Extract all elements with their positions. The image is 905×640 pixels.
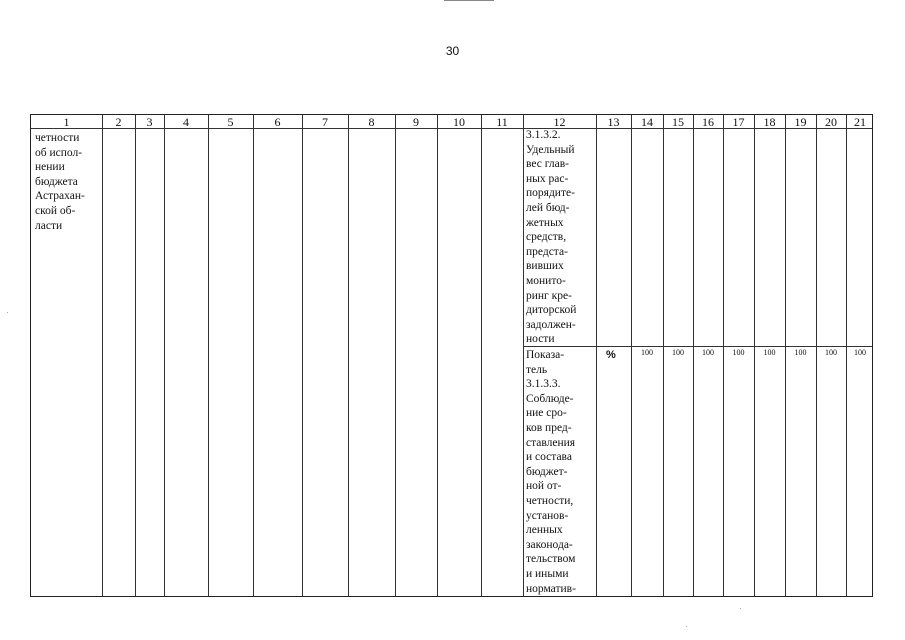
column-divider <box>102 115 103 596</box>
column-header-1: 1 <box>63 115 70 129</box>
scan-speck <box>7 312 8 313</box>
column-header-3: 3 <box>146 115 153 129</box>
column-divider <box>481 115 482 596</box>
cell-row2-value: 100 <box>854 348 866 357</box>
cell-col1-text: четности об испол- нении бюджета Астрахан- ской об- ласти <box>35 132 85 232</box>
scan-mark <box>444 0 494 1</box>
column-header-8: 8 <box>368 115 375 129</box>
cell-row2-value: 100 <box>702 348 714 357</box>
indicator-table <box>30 114 873 597</box>
column-divider <box>253 115 254 596</box>
column-header-4: 4 <box>183 115 189 129</box>
row-divider <box>523 346 872 347</box>
cell-row2-value: 100 <box>794 348 807 357</box>
cell-row2-value: 100 <box>763 348 776 357</box>
column-header-17: 17 <box>732 115 745 129</box>
column-header-20: 20 <box>825 115 837 129</box>
column-divider <box>208 115 209 596</box>
column-header-2: 2 <box>115 115 122 129</box>
column-divider <box>135 115 136 596</box>
column-header-11: 11 <box>496 115 508 129</box>
column-header-18: 18 <box>763 115 776 129</box>
cell-row2-value: 100 <box>672 348 684 357</box>
column-header-19: 19 <box>794 115 807 129</box>
column-header-15: 15 <box>672 115 684 129</box>
column-header-6: 6 <box>274 115 281 129</box>
column-divider <box>164 115 165 596</box>
cell-row2-value: 100 <box>825 348 837 357</box>
cell-row1-indicator: 3.1.3.2. Удельный вес глав- ных рас- порядите- лей бюд- жетных средств, предста- вивших монито- ринг кре- диторской задолжен- ности <box>526 129 577 346</box>
column-divider <box>395 115 396 596</box>
column-header-16: 16 <box>702 115 714 129</box>
column-header-5: 5 <box>227 115 234 129</box>
column-header-12: 12 <box>553 115 566 129</box>
cell-row2-value: 100 <box>641 348 653 357</box>
column-header-10: 10 <box>453 115 465 129</box>
column-header-21: 21 <box>854 115 866 129</box>
column-divider <box>302 115 303 596</box>
scan-speck <box>740 608 741 609</box>
page-number: 30 <box>445 44 460 58</box>
column-divider <box>348 115 349 596</box>
column-header-9: 9 <box>413 115 419 129</box>
column-divider <box>437 115 438 596</box>
column-header-14: 14 <box>641 115 653 129</box>
cell-row2-value: 100 <box>732 348 745 357</box>
scan-speck <box>686 626 687 627</box>
column-header-13: 13 <box>607 115 620 129</box>
column-header-7: 7 <box>322 115 328 129</box>
column-divider <box>596 115 597 596</box>
cell-row2-unit: % <box>606 349 616 361</box>
column-divider <box>523 115 524 596</box>
cell-row2-indicator: Показа- тель 3.1.3.3. Соблюде- ние сро- ков пред- ставления и состава бюджет- ной от- четности, установ- ленных законода- тельством и иными норматив- <box>526 349 576 595</box>
